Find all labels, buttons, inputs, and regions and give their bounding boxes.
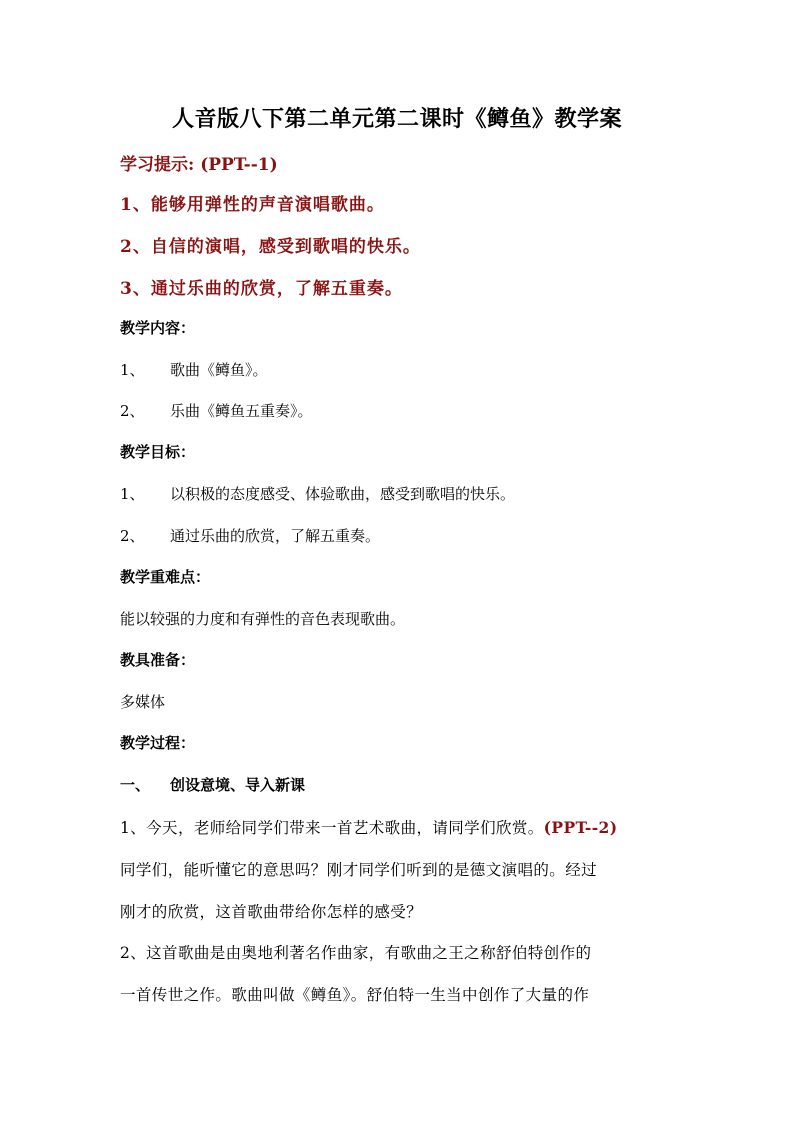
tip-item-2: 2、自信的演唱，感受到歌唱的快乐。 (120, 237, 421, 257)
section-1-num: 一、 (120, 776, 151, 794)
tools-text: 多媒体 (120, 693, 166, 711)
goal-item-1-num: 1、 (120, 485, 145, 503)
goal-item-2 (120, 525, 380, 546)
process-heading: 教学过程： (120, 734, 196, 752)
tips-heading: 学习提示: (PPT--1) (120, 155, 278, 175)
document-title: 人音版八下第二单元第二课时《鳟鱼》教学案 (171, 106, 622, 132)
content-item-1-text: 歌曲《鳟鱼》。 (170, 361, 268, 379)
para-1-line-2: 同学们，能听懂它的意思吗？刚才同学们听到的是德文演唱的。经过 (120, 861, 598, 879)
tip-item-1: 1、能够用弹性的声音演唱歌曲。 (120, 195, 385, 215)
para-2-line-2: 一首传世之作。歌曲叫做《鳟鱼》。舒伯特一生当中创作了大量的作 (120, 986, 590, 1004)
para-1-line-3: 刚才的欣赏，这首歌曲带给你怎样的感受？ (120, 903, 423, 921)
content-item-1 (120, 359, 268, 380)
para-1-line-1 (120, 816, 617, 838)
difficulty-text: 能以较强的力度和有弹性的音色表现歌曲。 (120, 610, 406, 628)
difficulty-heading: 教学重难点： (120, 568, 211, 586)
tools-heading: 教具准备： (120, 651, 196, 669)
goal-item-1-text: 以积极的态度感受、体验歌曲，感受到歌唱的快乐。 (170, 485, 516, 503)
content-heading: 教学内容： (120, 319, 196, 337)
content-item-1-num: 1、 (120, 361, 145, 379)
goals-heading: 教学目标： (120, 443, 196, 461)
goal-item-2-num: 2、 (120, 527, 145, 545)
tip-item-3: 3、通过乐曲的欣赏，了解五重奏。 (120, 279, 403, 299)
content-item-2-text: 乐曲《鳟鱼五重奏》。 (170, 402, 313, 420)
ppt-2-reference: (PPT--2) (543, 818, 618, 837)
para-1-line-1-text: 1、今天，老师给同学们带来一首艺术歌曲，请同学们欣赏。 (120, 819, 544, 837)
section-1-heading (120, 774, 305, 795)
section-1-title: 创设意境、导入新课 (170, 776, 306, 794)
goal-item-1 (120, 483, 515, 504)
content-item-2 (120, 400, 313, 421)
goal-item-2-text: 通过乐曲的欣赏，了解五重奏。 (170, 527, 381, 545)
content-item-2-num: 2、 (120, 402, 145, 420)
para-2-line-1: 2、这首歌曲是由奥地利著名作曲家，有歌曲之王之称舒伯特创作的 (120, 944, 592, 962)
